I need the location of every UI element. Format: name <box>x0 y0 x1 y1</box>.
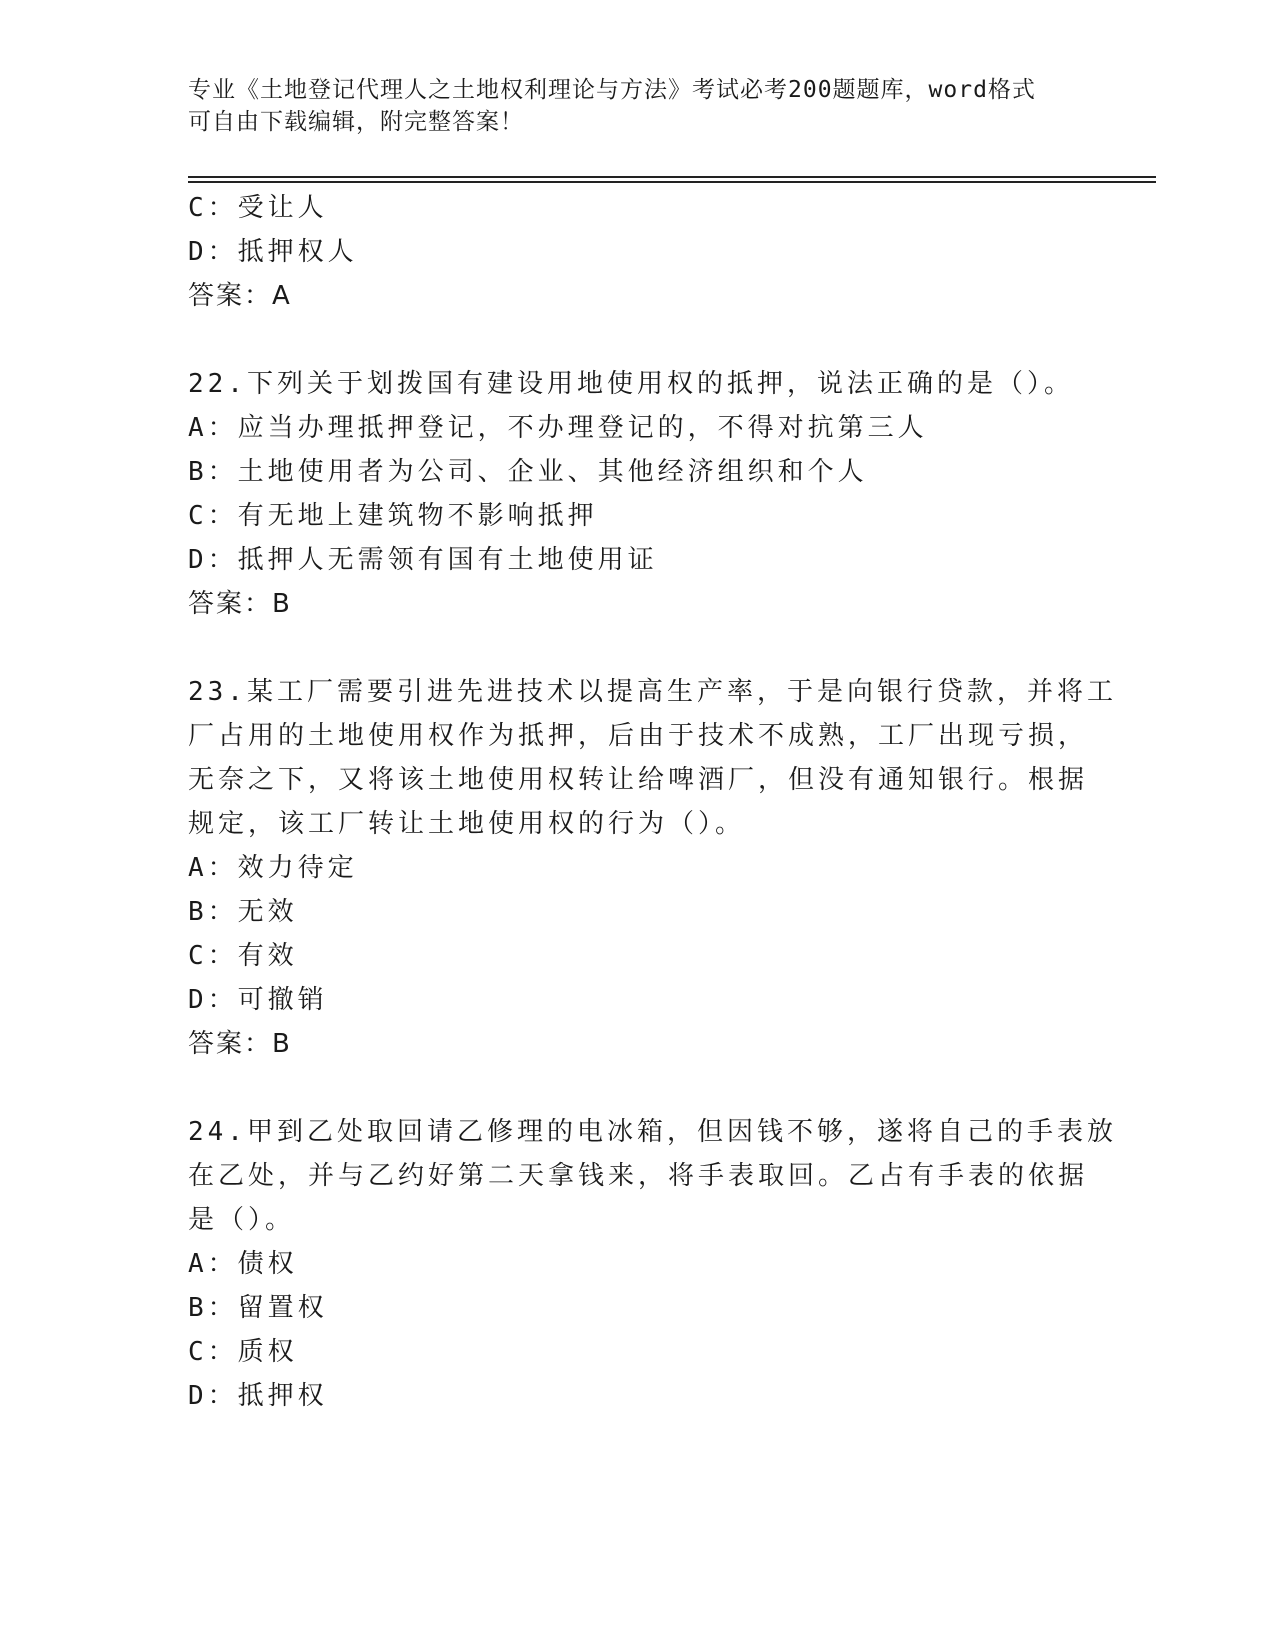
question-22-stem: 22.下列关于划拨国有建设用地使用权的抵押，说法正确的是（）。 <box>188 369 1074 399</box>
question-22-option-b: B：土地使用者为公司、企业、其他经济组织和个人 <box>188 457 868 487</box>
question-22-option-c: C：有无地上建筑物不影响抵押 <box>188 501 598 531</box>
question-23-stem-line-1: 23.某工厂需要引进先进技术以提高生产率，于是向银行贷款，并将工 <box>188 677 1117 707</box>
question-24-option-a: A：债权 <box>188 1249 298 1279</box>
header-rule-bottom <box>188 181 1156 183</box>
question-24-stem-line-1: 24.甲到乙处取回请乙修理的电冰箱，但因钱不够，遂将自己的手表放 <box>188 1117 1117 1147</box>
question-24-option-b: B：留置权 <box>188 1293 328 1323</box>
question-22-option-a: A：应当办理抵押登记，不办理登记的，不得对抗第三人 <box>188 413 928 443</box>
question-22-answer: 答案：B <box>188 589 292 619</box>
header-rule-top <box>188 176 1156 178</box>
question-23-answer: 答案：B <box>188 1029 292 1059</box>
question-24-stem-line-2: 在乙处，并与乙约好第二天拿钱来，将手表取回。乙占有手表的依据 <box>188 1161 1089 1191</box>
question-23-option-a: A：效力待定 <box>188 853 358 883</box>
question-24-stem-line-3: 是（）。 <box>188 1205 296 1235</box>
question-22-option-d: D：抵押人无需领有国有土地使用证 <box>188 545 658 575</box>
answer-line: 答案：A <box>188 281 292 311</box>
question-24-option-d: D：抵押权 <box>188 1381 328 1411</box>
question-23-option-d: D：可撤销 <box>188 985 328 1015</box>
question-23-stem-line-2: 厂占用的土地使用权作为抵押，后由于技术不成熟，工厂出现亏损， <box>188 721 1089 751</box>
option-c: C：受让人 <box>188 193 328 223</box>
question-24-option-c: C：质权 <box>188 1337 298 1367</box>
question-23-stem-line-3: 无奈之下，又将该土地使用权转让给啤酒厂，但没有通知银行。根据 <box>188 765 1089 795</box>
document-header <box>188 74 1088 138</box>
header-line-1: 专业《土地登记代理人之土地权利理论与方法》考试必考200题题库，word格式 <box>188 77 1036 103</box>
question-23-stem-line-4: 规定，该工厂转让土地使用权的行为（）。 <box>188 809 746 839</box>
question-23-option-b: B：无效 <box>188 897 298 927</box>
header-line-2: 可自由下载编辑，附完整答案！ <box>188 109 524 135</box>
question-23-option-c: C：有效 <box>188 941 298 971</box>
option-d: D：抵押权人 <box>188 237 358 267</box>
